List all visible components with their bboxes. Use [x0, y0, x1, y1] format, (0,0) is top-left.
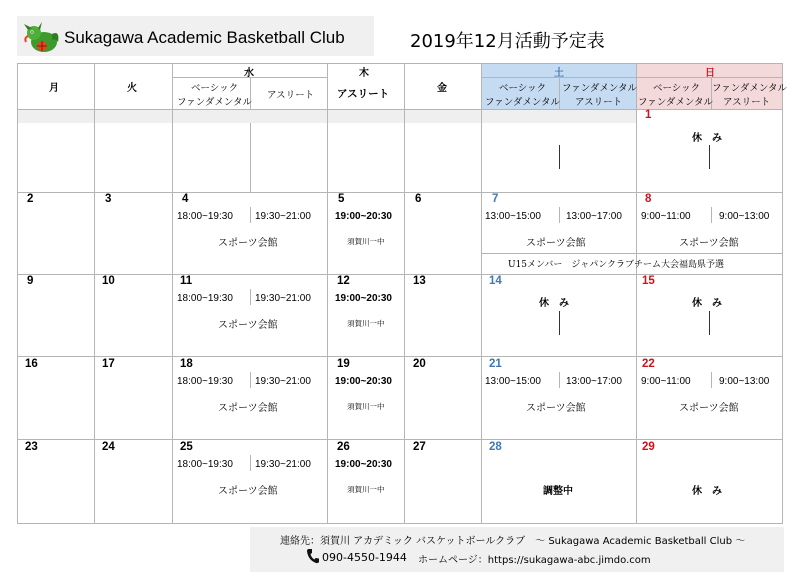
time-slot: 19:00~20:30 [335, 211, 392, 222]
day-number: 8 [645, 193, 652, 205]
day-number: 28 [489, 441, 502, 453]
time-slot: 18:00~19:30 [177, 211, 233, 222]
closed-note: 休 み [692, 486, 722, 497]
day-number: 18 [180, 358, 193, 370]
tournament-note: U15メンバー ジャパンクラブチーム大会福島県予選 [508, 260, 725, 270]
page-title: 2019年12月活動予定表 [410, 31, 605, 52]
venue: スポーツ会館 [526, 403, 586, 414]
sun-basic-line1: ベーシック [653, 83, 701, 94]
venue: 須賀川一中 [347, 237, 385, 246]
adjusting-note: 調整中 [543, 486, 573, 497]
header-mon: 月 [49, 83, 59, 94]
header-sat: 土 [554, 68, 564, 79]
day-number: 29 [642, 441, 655, 453]
sat-fund-line1: ファンダメンタル [562, 83, 638, 94]
contact-info: 連絡先：須賀川 アカデミック バスケットボールクラブ ～ Sukagawa Academic Basketball Club ～ [280, 536, 746, 547]
closed-note: 休 み [692, 133, 722, 144]
venue: スポーツ会館 [679, 238, 739, 249]
time-slot: 13:00~15:00 [485, 211, 541, 222]
day-number: 6 [415, 193, 422, 205]
phone-icon [306, 548, 320, 564]
venue: 須賀川一中 [347, 485, 385, 494]
time-slot: 13:00~15:00 [485, 376, 541, 387]
venue: スポーツ会館 [218, 320, 278, 331]
time-slot: 9:00~11:00 [641, 376, 691, 387]
day-number: 1 [645, 109, 652, 121]
wed-basic-line2: ファンダメンタル [177, 97, 253, 108]
venue: スポーツ会館 [526, 238, 586, 249]
day-number: 25 [180, 441, 193, 453]
sun-fund-line2: アスリート [723, 97, 771, 108]
time-slot: 19:30~21:00 [255, 211, 311, 222]
time-slot: 9:00~13:00 [719, 211, 770, 222]
thu-athlete: アスリート [337, 88, 390, 100]
time-slot: 18:00~19:30 [177, 376, 233, 387]
time-slot: 19:30~21:00 [255, 376, 311, 387]
day-number: 5 [338, 193, 345, 205]
day-number: 12 [337, 275, 350, 287]
header-wed: 水 [244, 68, 254, 79]
header-tue: 火 [127, 83, 137, 94]
phone-number: 090-4550-1944 [322, 551, 407, 564]
homepage-info[interactable]: ホームページ：https://sukagawa-abc.jimdo.com [418, 555, 651, 566]
time-slot: 19:30~21:00 [255, 293, 311, 304]
sun-fund-line1: ファンダメンタル [712, 83, 788, 94]
wed-athlete: アスリート [267, 90, 315, 101]
calendar-table [17, 63, 788, 524]
time-slot: 19:00~20:30 [335, 376, 392, 387]
time-slot: 18:00~19:30 [177, 459, 233, 470]
day-number: 10 [102, 275, 115, 287]
header-thu: 木 [359, 68, 369, 79]
time-slot: 19:00~20:30 [335, 459, 392, 470]
sun-basic-line2: ファンダメンタル [638, 97, 714, 108]
closed-note: 休 み [692, 298, 722, 309]
day-number: 27 [413, 441, 426, 453]
day-number: 19 [337, 358, 350, 370]
time-slot: 19:30~21:00 [255, 459, 311, 470]
day-number: 11 [180, 275, 193, 287]
venue: スポーツ会館 [218, 238, 278, 249]
header-sun: 日 [705, 68, 715, 79]
time-slot: 9:00~11:00 [641, 211, 691, 222]
day-number: 22 [642, 358, 655, 370]
day-number: 3 [105, 193, 112, 205]
sat-basic-line1: ベーシック [499, 83, 547, 94]
day-number: 16 [25, 358, 38, 370]
venue: 須賀川一中 [347, 319, 385, 328]
time-slot: 9:00~13:00 [719, 376, 770, 387]
venue: スポーツ会館 [218, 486, 278, 497]
venue: スポーツ会館 [679, 403, 739, 414]
venue: スポーツ会館 [218, 403, 278, 414]
day-number: 26 [337, 441, 350, 453]
sat-basic-line2: ファンダメンタル [485, 97, 561, 108]
time-slot: 18:00~19:30 [177, 293, 233, 304]
dragon-logo-icon [22, 20, 62, 56]
time-slot: 13:00~17:00 [566, 376, 622, 387]
day-number: 4 [182, 193, 189, 205]
day-number: 2 [27, 193, 34, 205]
closed-note: 休 み [539, 298, 569, 309]
day-number: 20 [413, 358, 426, 370]
time-slot: 13:00~17:00 [566, 211, 622, 222]
wed-basic-line1: ベーシック [191, 83, 239, 94]
sat-fund-line2: アスリート [575, 97, 623, 108]
day-number: 24 [102, 441, 115, 453]
time-slot: 19:00~20:30 [335, 293, 392, 304]
day-number: 15 [642, 275, 655, 287]
day-number: 7 [492, 193, 499, 205]
day-number: 9 [27, 275, 34, 287]
day-number: 17 [102, 358, 115, 370]
venue: 須賀川一中 [347, 402, 385, 411]
day-number: 23 [25, 441, 38, 453]
day-number: 14 [489, 275, 502, 287]
day-number: 13 [413, 275, 426, 287]
club-name: Sukagawa Academic Basketball Club [64, 28, 345, 47]
header-fri: 金 [437, 83, 447, 94]
day-number: 21 [489, 358, 502, 370]
